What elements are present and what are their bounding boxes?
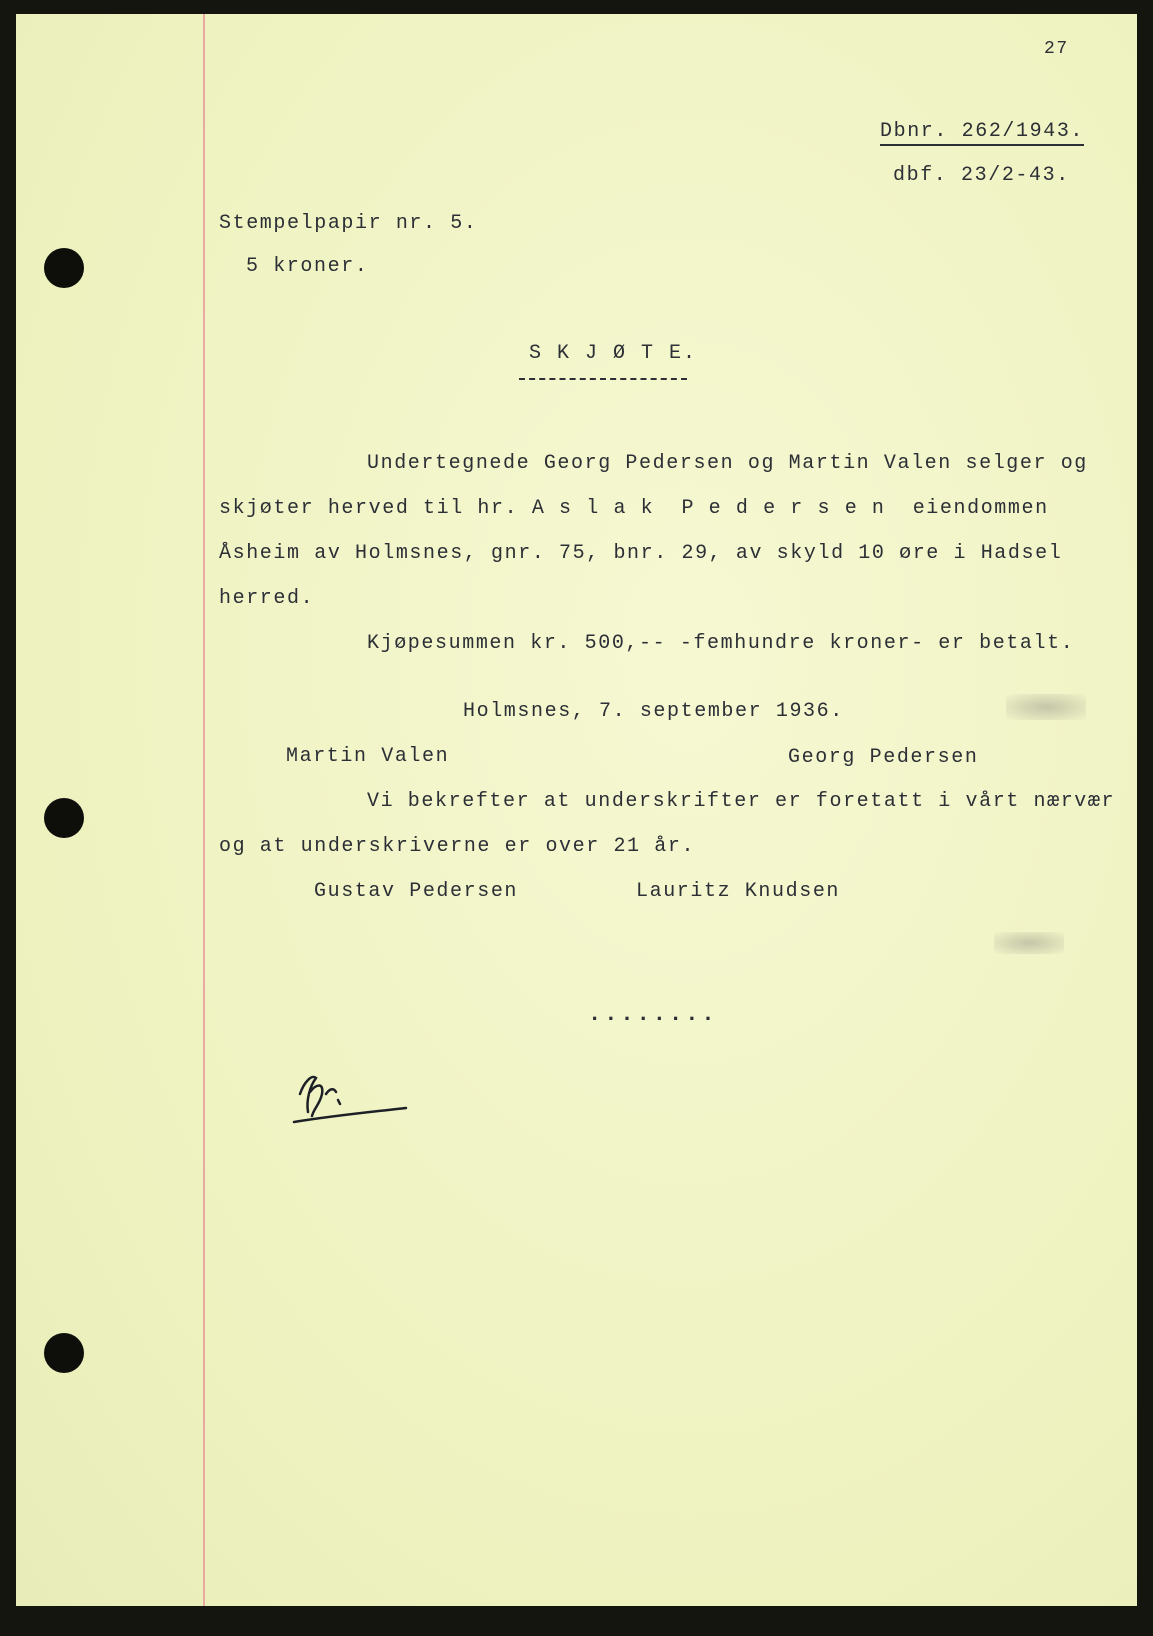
witness-signature-left: Gustav Pedersen	[314, 880, 519, 903]
body-line-1: Undertegnede Georg Pedersen og Martin Valen selger og	[367, 452, 1088, 475]
witness-statement-line-1: Vi bekrefter at underskrifter er foretatt i vårt nærvær	[367, 790, 1116, 813]
punch-hole-middle	[44, 798, 84, 838]
document-title: S K J Ø T E.	[529, 342, 698, 365]
page-number: 27	[1044, 39, 1069, 59]
stamp-value: 5 kroner.	[246, 255, 369, 278]
body-line-3: Åsheim av Holmsnes, gnr. 75, bnr. 29, av skyld 10 øre i Hadsel	[219, 542, 1063, 565]
punch-hole-top	[44, 248, 84, 288]
seller-signature-left: Martin Valen	[286, 745, 450, 768]
title-underline	[519, 378, 687, 380]
witness-signature-right: Lauritz Knudsen	[636, 880, 841, 903]
witness-statement-line-2: og at underskriverne er over 21 år.	[219, 835, 696, 858]
dbnr-reference: Dbnr. 262/1943.	[880, 122, 1084, 146]
stamp-paper-number: Stempelpapir nr. 5.	[219, 212, 478, 235]
dbf-reference: dbf. 23/2-43.	[893, 164, 1070, 187]
body-line-2: skjøter herved til hr. A s l a k P e d e r s e n eiendommen	[219, 497, 1049, 520]
punch-hole-bottom	[44, 1333, 84, 1373]
handwritten-initials	[290, 1064, 410, 1134]
margin-rule	[203, 14, 205, 1606]
seller-signature-right: Georg Pedersen	[788, 746, 979, 769]
purchase-sum-line: Kjøpesummen kr. 500,-- -femhundre kroner- er betalt.	[367, 632, 1075, 655]
body-line-4: herred.	[219, 587, 315, 610]
end-marker: ........	[588, 1002, 718, 1027]
document-page	[16, 14, 1137, 1606]
ink-smudge	[1006, 694, 1086, 720]
place-and-date: Holmsnes, 7. september 1936.	[463, 700, 844, 723]
ink-smudge	[994, 932, 1064, 954]
